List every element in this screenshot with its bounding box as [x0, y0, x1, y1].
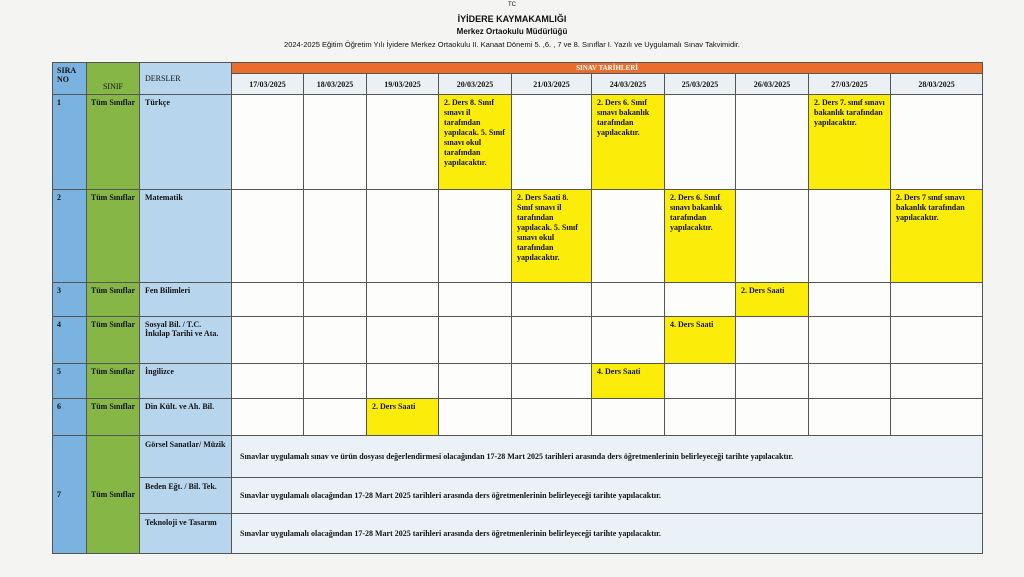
exam-schedule-table: [52, 62, 983, 554]
row-number: 5: [53, 364, 87, 399]
empty-slot: [439, 283, 512, 317]
subject-cell: Teknoloji ve Tasarım: [140, 514, 232, 554]
tc-label: TC: [508, 2, 516, 8]
empty-slot: [304, 283, 367, 317]
row-number: 4: [53, 317, 87, 364]
empty-slot: [592, 283, 665, 317]
empty-slot: [891, 95, 983, 190]
date-header: 27/03/2025: [809, 74, 891, 95]
empty-slot: [736, 190, 809, 283]
exam-slot: 2. Ders 6. Sınıf sınavı bakanlık tarafından yapılacaktır.: [592, 95, 665, 190]
subject-cell: Sosyal Bil. / T.C. İnkılap Tarihi ve Ata.: [140, 317, 232, 364]
row-number: 7: [53, 436, 87, 554]
empty-slot: [592, 190, 665, 283]
sira-no-header: SIRA NO: [53, 63, 87, 95]
empty-slot: [512, 317, 592, 364]
empty-slot: [809, 399, 891, 436]
exam-slot: 2. Ders 6. Sınıf sınavı bakanlık tarafından yapılacaktır.: [665, 190, 736, 283]
date-header: 19/03/2025: [367, 74, 439, 95]
empty-slot: [232, 190, 304, 283]
date-header: 21/03/2025: [512, 74, 592, 95]
empty-slot: [736, 399, 809, 436]
class-cell: Tüm Sınıflar: [87, 364, 140, 399]
practical-exam-note: Sınavlar uygulamalı olacağından 17-28 Mart 2025 tarihleri arasında ders öğretmenlerinin belirleyeceği tarihte yapılacaktır.: [232, 478, 983, 514]
class-cell: Tüm Sınıflar: [87, 317, 140, 364]
empty-slot: [367, 283, 439, 317]
row-number: 2: [53, 190, 87, 283]
dersler-header: DERSLER: [140, 63, 232, 95]
empty-slot: [304, 364, 367, 399]
schedule-row: [53, 436, 983, 478]
schedule-row: [53, 190, 983, 283]
empty-slot: [665, 364, 736, 399]
empty-slot: [232, 95, 304, 190]
row-number: 3: [53, 283, 87, 317]
empty-slot: [232, 399, 304, 436]
class-cell: Tüm Sınıflar: [87, 283, 140, 317]
date-header: 20/03/2025: [439, 74, 512, 95]
exam-slot: 2. Ders 7 sınıf sınavı bakanlık tarafından yapılacaktır.: [891, 190, 983, 283]
practical-exam-note: Sınavlar uygulamalı sınav ve ürün dosyası değerlendirmesi olacağından 17-28 Mart 2025 tarihleri arasında ders öğretmenlerinin belirleyeceği tarihte yapılacaktır.: [232, 436, 983, 478]
empty-slot: [367, 190, 439, 283]
empty-slot: [665, 95, 736, 190]
empty-slot: [809, 317, 891, 364]
date-header: 28/03/2025: [891, 74, 983, 95]
empty-slot: [665, 283, 736, 317]
empty-slot: [232, 283, 304, 317]
subject-cell: Fen Bilimleri: [140, 283, 232, 317]
schedule-row: [53, 399, 983, 436]
empty-slot: [736, 317, 809, 364]
school-title: Merkez Ortaokulu Müdürlüğü: [456, 27, 568, 36]
schedule-row: [53, 478, 983, 514]
practical-exam-note: Sınavlar uygulamalı olacağından 17-28 Mart 2025 tarihleri arasında ders öğretmenlerinin belirleyeceği tarihte yapılacaktır.: [232, 514, 983, 554]
document-subtitle: 2024-2025 Eğitim Öğretim Yılı İyidere Merkez Ortaokulu II. Kanaat Dönemi 5. ,6. , 7 ve 8. Sınıflar I. Yazılı ve Uygulamalı Sınav Takvimidir.: [284, 40, 740, 49]
empty-slot: [512, 364, 592, 399]
subject-cell: Türkçe: [140, 95, 232, 190]
empty-slot: [439, 190, 512, 283]
date-header: 24/03/2025: [592, 74, 665, 95]
exam-slot: 4. Ders Saati: [665, 317, 736, 364]
empty-slot: [304, 190, 367, 283]
empty-slot: [665, 399, 736, 436]
date-header: 25/03/2025: [665, 74, 736, 95]
empty-slot: [809, 283, 891, 317]
schedule-row: [53, 95, 983, 190]
subject-cell: Görsel Sanatlar/ Müzik: [140, 436, 232, 478]
empty-slot: [736, 95, 809, 190]
schedule-row: [53, 364, 983, 399]
empty-slot: [891, 399, 983, 436]
class-cell: Tüm Sınıflar: [87, 399, 140, 436]
empty-slot: [304, 317, 367, 364]
empty-slot: [809, 364, 891, 399]
empty-slot: [809, 190, 891, 283]
row-number: 6: [53, 399, 87, 436]
exam-slot: 2. Ders 7. sınıf sınavı bakanlık tarafından yapılacaktır.: [809, 95, 891, 190]
sinif-header: SINIF: [87, 63, 140, 95]
empty-slot: [512, 399, 592, 436]
empty-slot: [512, 283, 592, 317]
subject-cell: Din Kült. ve Ah. Bil.: [140, 399, 232, 436]
empty-slot: [367, 95, 439, 190]
class-cell: Tüm Sınıflar: [87, 190, 140, 283]
exam-slot: 2. Ders 8. Sınıf sınavı il tarafından yapılacak. 5. Sınıf sınavı okul tarafından yapılacaktır.: [439, 95, 512, 190]
schedule-row: [53, 283, 983, 317]
exam-slot: 2. Ders Saati: [367, 399, 439, 436]
subject-cell: İngilizce: [140, 364, 232, 399]
empty-slot: [592, 399, 665, 436]
exam-slot: 2. Ders Saati 8. Sınıf sınavı il tarafından yapılacak. 5. Sınıf sınavı okul tarafından yapılacaktır.: [512, 190, 592, 283]
empty-slot: [367, 364, 439, 399]
exam-dates-header: SINAV TARİHLERİ: [232, 63, 983, 74]
empty-slot: [512, 95, 592, 190]
empty-slot: [891, 317, 983, 364]
empty-slot: [891, 364, 983, 399]
exam-slot: 4. Ders Saati: [592, 364, 665, 399]
schedule-row: [53, 514, 983, 554]
exam-slot: 2. Ders Saati: [736, 283, 809, 317]
empty-slot: [592, 317, 665, 364]
empty-slot: [367, 317, 439, 364]
empty-slot: [891, 283, 983, 317]
subject-cell: Matematik: [140, 190, 232, 283]
empty-slot: [736, 364, 809, 399]
schedule-row: [53, 317, 983, 364]
date-header: 26/03/2025: [736, 74, 809, 95]
empty-slot: [304, 95, 367, 190]
subject-cell: Beden Eğt. / Bil. Tek.: [140, 478, 232, 514]
institution-title: İYİDERE KAYMAKAMLIĞI: [457, 14, 567, 24]
empty-slot: [439, 399, 512, 436]
empty-slot: [439, 317, 512, 364]
date-header: 18/03/2025: [304, 74, 367, 95]
empty-slot: [439, 364, 512, 399]
class-cell: Tüm Sınıflar: [87, 95, 140, 190]
date-header: 17/03/2025: [232, 74, 304, 95]
empty-slot: [304, 399, 367, 436]
class-cell: Tüm Sınıflar: [87, 436, 140, 554]
empty-slot: [232, 364, 304, 399]
row-number: 1: [53, 95, 87, 190]
empty-slot: [232, 317, 304, 364]
